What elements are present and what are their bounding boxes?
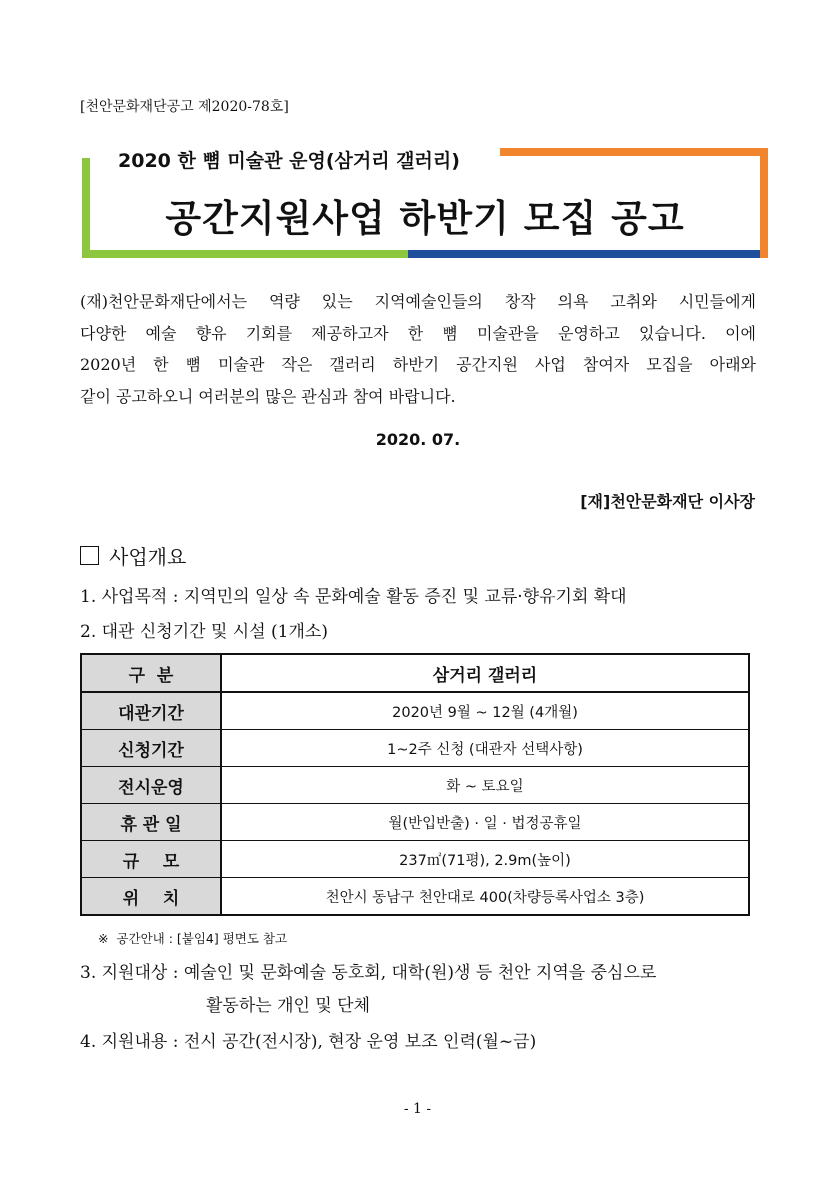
notice-number: [천안문화재단공고 제2020-78호] <box>80 99 289 115</box>
table-note: ※ 공간안내 : [붙임4] 평면도 참고 <box>98 931 288 946</box>
item-facility: 2. 대관 신청기간 및 시설 (1개소) <box>80 622 328 642</box>
table-row <box>81 692 749 730</box>
row-label: 규 모 <box>81 841 221 878</box>
row-value: 237㎡(71평), 2.9m(높이) <box>221 841 749 878</box>
row-value: 화 ~ 토요일 <box>221 767 749 804</box>
section-title: 사업개요 <box>109 545 187 569</box>
intro-line: 2020년 한 뼘 미술관 작은 갤러리 하반기 공간지원 사업 참여자 모집을 아래와 <box>80 355 756 374</box>
intro-line: 같이 공고하오니 여러분의 많은 관심과 참여 바랍니다. <box>80 386 456 406</box>
row-value: 천안시 동남구 천안대로 400(차량등록사업소 3층) <box>221 878 749 916</box>
title-frame-blue-bottom <box>408 250 768 258</box>
item-support: 4. 지원내용 : 전시 공간(전시장), 현장 운영 보조 인력(월~금) <box>80 1032 537 1052</box>
item-target: 3. 지원대상 : 예술인 및 문화예술 동호회, 대학(원)생 등 천안 지역을 중심으로 <box>80 963 657 983</box>
item-target-continued: 활동하는 개인 및 단체 <box>206 996 371 1016</box>
row-value: 1~2주 신청 (대관자 선택사항) <box>221 730 749 767</box>
intro-line: (재)천안문화재단에서는 역량 있는 지역예술인들의 창작 의욕 고취와 시민들에게 <box>80 292 756 311</box>
title-main: 공간지원사업 하반기 모집 공고 <box>165 197 685 240</box>
table-row <box>81 841 749 878</box>
item-purpose: 1. 사업목적 : 지역민의 일상 속 문화예술 활동 증진 및 교류·향유기회 확대 <box>80 587 627 607</box>
row-label: 전시운영 <box>81 767 221 804</box>
row-value: 월(반입반출) · 일 · 법정공휴일 <box>221 804 749 841</box>
facility-table <box>80 653 750 916</box>
intro-line: 다양한 예술 향유 기회를 제공하고자 한 뼘 미술관을 운영하고 있습니다. 이에 <box>80 323 756 343</box>
table-row <box>81 804 749 841</box>
row-label: 휴 관 일 <box>81 804 221 841</box>
checkbox-icon <box>80 546 99 565</box>
row-value: 2020년 9월 ~ 12월 (4개월) <box>221 692 749 730</box>
page-number: - 1 - <box>403 1101 432 1117</box>
row-label: 신청기간 <box>81 730 221 767</box>
row-label: 위 치 <box>81 878 221 916</box>
table-row <box>81 878 749 916</box>
intro-paragraph <box>80 286 756 412</box>
table-header-row <box>81 654 749 692</box>
table-row <box>81 730 749 767</box>
section-heading <box>80 541 186 570</box>
table-row <box>81 767 749 804</box>
title-frame-orange-top <box>500 148 768 156</box>
title-frame-green-bottom <box>82 250 408 258</box>
title-subtitle: 2020 한 뼘 미술관 운영(삼거리 갤러리) <box>118 150 460 172</box>
table-header-label: 구 분 <box>81 654 221 692</box>
row-label: 대관기간 <box>81 692 221 730</box>
notice-date: 2020. 07. <box>375 430 461 449</box>
signer: [재]천안문화재단 이사장 <box>580 492 755 511</box>
table-header-value: 삼거리 갤러리 <box>221 654 749 692</box>
